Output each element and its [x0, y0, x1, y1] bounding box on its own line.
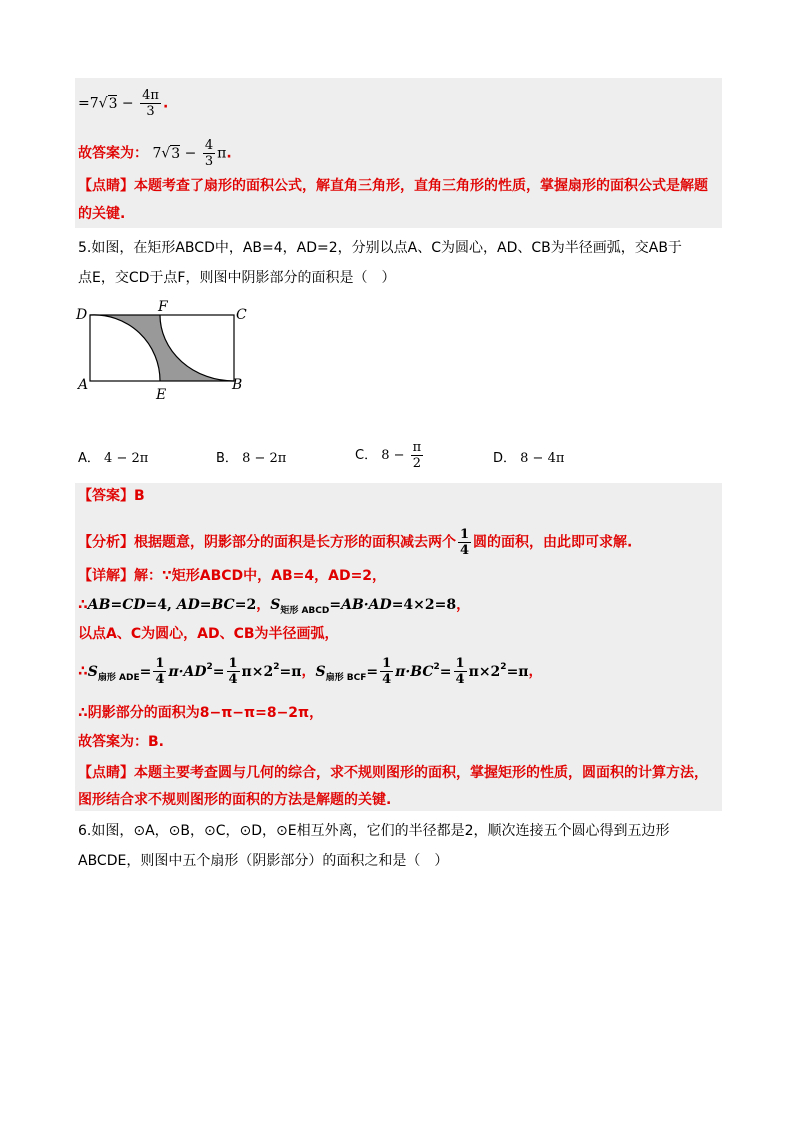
- option-a[interactable]: A． 4 − 2π: [78, 451, 149, 466]
- label-a: A: [78, 377, 89, 393]
- comment-line-2: 的关键.: [78, 206, 126, 222]
- label-c: C: [236, 307, 247, 323]
- detail-line-6: 故答案为：B.: [78, 734, 164, 750]
- option-c[interactable]: C． 8 − $\frac{\pi}{2}$: [355, 440, 422, 471]
- equation-line: =7√3 − $\frac{4\pi}{3}$ .: [78, 88, 169, 119]
- option-d[interactable]: D． 8 − 4π: [493, 451, 565, 466]
- detail-line-5: ∴阴影部分的面积为8−π−π=8−2π，: [78, 705, 324, 721]
- detail-line-3: 以点A、C为圆心，AD、CB为半径画弧，: [78, 626, 339, 642]
- final-answer-line: 故答案为： 7√3 − $\frac{4}{3}$ π.: [78, 138, 232, 169]
- label-b: B: [232, 377, 243, 393]
- label-e: E: [156, 387, 167, 403]
- shaded-region-left: [90, 315, 160, 381]
- analysis-line: 【分析】根据题意，阴影部分的面积是长方形的面积减去两个 $\frac{1}{4}$ 圆的面积，由此即可求解.: [78, 527, 633, 558]
- rectangle-figure: [70, 298, 260, 408]
- comment-line-1: 【点睛】本题考查了扇形的面积公式，解直角三角形，直角三角形的性质，掌握扇形的面积公式是解题: [78, 178, 708, 194]
- question-5-line-1: 5.如图，在矩形ABCD中，AB=4，AD=2，分别以点A、C为圆心，AD、CB为半径画弧，交AB于: [78, 240, 682, 256]
- label-d: D: [76, 307, 88, 323]
- detail-line-1: 【详解】解：∵矩形ABCD中，AB=4，AD=2，: [78, 568, 387, 584]
- question-6-line-2: ABCDE，则图中五个扇形（阴影部分）的面积之和是（ ）: [78, 853, 449, 869]
- option-b[interactable]: B． 8 − 2π: [216, 451, 287, 466]
- question-6-line-1: 6.如图，⊙A，⊙B，⊙C，⊙D，⊙E相互外离，它们的半径都是2，顺次连接五个圆心得到五边形: [78, 823, 670, 839]
- answer-line: 【答案】B: [78, 488, 145, 504]
- label-f: F: [158, 299, 168, 315]
- comment-q5-line-2: 图形结合求不规则图形的面积的方法是解题的关键.: [78, 792, 392, 808]
- detail-line-4: $\therefore S_{扇形 ADE}=$ $\frac{1}{4}$ $\pi\cdot AD^2=$ $\frac{1}{4}$ $\pi\times 2^2=\pi$，$S_{扇形 BCF}=$ $\frac{1}{4}$ $\pi\cdot BC^2=$ $\frac{1}{4}$ $\pi\times 2^2=\pi$，: [78, 656, 543, 687]
- detail-line-2: ∴AB=CD=4, AD=BC=2，$S_{矩形 ABCD}=AB\cdot AD=4\times 2=8$，: [78, 597, 471, 616]
- comment-q5-line-1: 【点睛】本题主要考查圆与几何的综合，求不规则图形的面积，掌握矩形的性质，圆面积的计算方法，: [78, 765, 708, 781]
- shaded-region-right: [160, 315, 234, 381]
- question-5-line-2: 点E，交CD于点F，则图中阴影部分的面积是（ ）: [78, 270, 396, 286]
